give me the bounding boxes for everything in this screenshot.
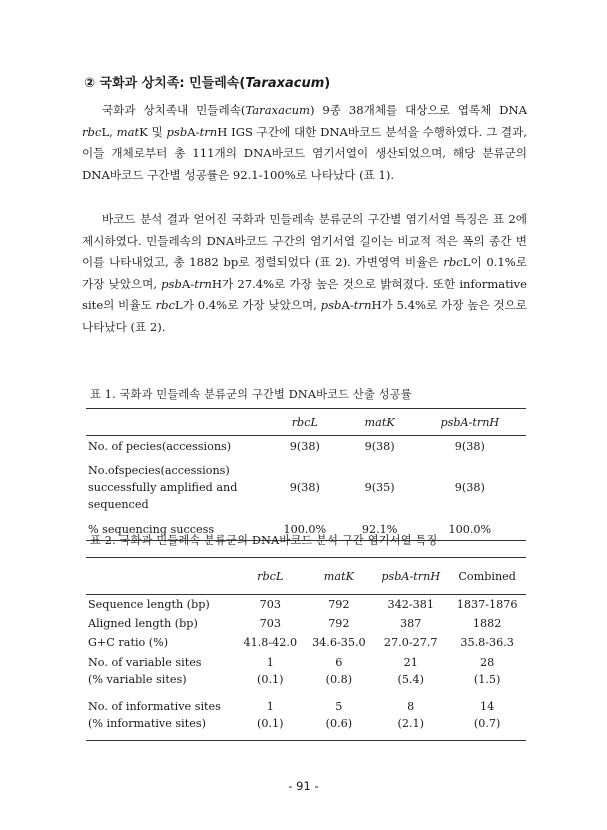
table-row bbox=[86, 633, 526, 652]
paragraph-sequence-features bbox=[82, 209, 527, 338]
italic-text-run: psb bbox=[166, 124, 188, 139]
cell-percent: (5.4) bbox=[397, 673, 424, 686]
cell-count: 8 bbox=[407, 700, 415, 713]
table1-caption: 표 1. 국화과 민들레속 분류군의 구간별 DNA바코드 산출 성공률 bbox=[90, 388, 412, 401]
cell-value: 387 bbox=[400, 617, 422, 630]
cell-count: 28 bbox=[480, 656, 495, 669]
cell-percent: (0.8) bbox=[325, 673, 353, 686]
row-label: No.ofspecies(accessions) successfully amplified and sequenced bbox=[88, 463, 238, 511]
section-heading-suffix: ) bbox=[324, 76, 331, 91]
text-run: L이 0.1%로 가장 낮았으며, bbox=[82, 255, 527, 291]
cell-count: 1 bbox=[266, 700, 274, 713]
cell-count: 14 bbox=[480, 700, 495, 713]
cell-value: 34.6-35.0 bbox=[312, 636, 366, 649]
cell-value: 9(38) bbox=[454, 439, 485, 453]
italic-text-run: trn bbox=[353, 298, 372, 312]
table-row bbox=[86, 690, 526, 741]
cell-value: 342-381 bbox=[387, 598, 434, 611]
cell-count: 6 bbox=[335, 656, 343, 669]
italic-text-run: trn bbox=[194, 276, 212, 291]
table1-header-rbcl: rbcL bbox=[264, 409, 346, 436]
text-run: A- bbox=[187, 124, 200, 139]
cell-value bbox=[373, 652, 448, 690]
table2-header-psba-trnh: psbA-trnH bbox=[373, 558, 448, 595]
cell-percent: (0.6) bbox=[325, 717, 353, 730]
cell-value: 9(35) bbox=[364, 480, 395, 494]
cell-value bbox=[448, 690, 526, 741]
cell-value: 9(38) bbox=[289, 480, 320, 494]
table2-header-blank bbox=[86, 558, 236, 595]
cell-value: 1837-1876 bbox=[456, 598, 518, 611]
page-number: - 91 - bbox=[288, 779, 319, 793]
text-run: H가 5.4%로 가장 높은 것으로 나타났다 (표 2). bbox=[82, 298, 527, 334]
italic-text-run: rbc bbox=[82, 124, 102, 139]
cell-percent: (0.1) bbox=[257, 673, 284, 686]
text-run: H가 27.4%로 가장 높은 것으로 밝혀졌다. 또한 informative site의 비율도 bbox=[82, 276, 527, 312]
table2-sequence-features bbox=[86, 557, 526, 741]
cell-value: 92.1% bbox=[361, 522, 398, 536]
cell-value bbox=[305, 652, 374, 690]
italic-text-run: rbc bbox=[443, 255, 463, 269]
row-label: Aligned length (bp) bbox=[88, 617, 198, 630]
cell-value: 9(38) bbox=[364, 439, 395, 453]
cell-value: 703 bbox=[259, 598, 281, 611]
text-run: A- bbox=[181, 276, 195, 291]
cell-percent: (0.7) bbox=[473, 717, 501, 730]
table-row bbox=[86, 652, 526, 690]
row-label: G+C ratio (%) bbox=[88, 636, 169, 649]
cell-value: 100.0% bbox=[448, 522, 492, 536]
text-run: L가 0.4%로 가장 낮았으며, bbox=[175, 298, 321, 312]
cell-value bbox=[305, 690, 374, 741]
italic-text-run: psb bbox=[161, 276, 182, 291]
row-label-sub: (% informative sites) bbox=[88, 717, 206, 730]
table1-header-blank bbox=[86, 409, 264, 436]
cell-count: 1 bbox=[266, 656, 274, 669]
text-run: 국화과 상치족내 민들레속( bbox=[102, 103, 246, 117]
cell-value bbox=[236, 652, 305, 690]
row-label-sub: (% variable sites) bbox=[88, 673, 187, 686]
cell-value bbox=[448, 652, 526, 690]
table1-header-psba-trnh: psbA-trnH bbox=[414, 409, 526, 436]
table-row bbox=[86, 614, 526, 633]
row-label bbox=[86, 690, 236, 741]
table-row bbox=[86, 595, 526, 615]
text-run: ) 9종 38개체를 대상으로 엽록체 DNA bbox=[310, 103, 527, 117]
text-run: 바코드 분석 결과 얻어진 국화과 민들레속 분류군의 구간별 염기서열 특징은 표 2에 제시하였다. 민들레속의 DNA바코드 구간의 염기서열 길이는 비교적 적은 폭의 종간 변이를 나타내었고, 총 1882 bp로 정렬되었다 (표 2). 가변영역 비율은 bbox=[82, 212, 527, 269]
cell-value bbox=[236, 690, 305, 741]
table1-success-rate bbox=[86, 408, 526, 541]
section-heading bbox=[84, 72, 330, 91]
table-row bbox=[86, 456, 526, 518]
row-label: No. of pecies(accessions) bbox=[88, 439, 232, 453]
table1-header-matk: matK bbox=[346, 409, 414, 436]
italic-text-run: psb bbox=[320, 298, 342, 312]
cell-value: 35.8-36.3 bbox=[460, 636, 514, 649]
row-label-main: No. of variable sites bbox=[88, 656, 202, 669]
section-heading-prefix: ② 국화과 상치족: 민들레속( bbox=[84, 76, 246, 91]
section-heading-genus: Taraxacum bbox=[245, 76, 325, 91]
cell-value bbox=[373, 690, 448, 741]
cell-percent: (1.5) bbox=[473, 673, 501, 686]
cell-value: 1882 bbox=[472, 617, 502, 630]
italic-text-run: rbc bbox=[155, 298, 176, 312]
text-run: A- bbox=[341, 298, 354, 312]
text-run: K 및 bbox=[139, 124, 167, 139]
cell-percent: (2.1) bbox=[397, 717, 424, 730]
cell-value: 703 bbox=[259, 617, 281, 630]
cell-count: 5 bbox=[335, 700, 343, 713]
table-row bbox=[86, 436, 526, 457]
cell-value: 9(38) bbox=[289, 439, 320, 453]
row-label bbox=[86, 652, 236, 690]
italic-text-run: Taraxacum bbox=[245, 103, 311, 117]
cell-value: 27.0-27.7 bbox=[383, 636, 438, 649]
cell-value: 792 bbox=[328, 617, 350, 630]
cell-count: 21 bbox=[403, 656, 418, 669]
table2-caption: 표 2. 국화과 민들레속 분류군의 DNA바코드 분석 구간 염기서열 특징 bbox=[90, 534, 438, 547]
italic-text-run: mat bbox=[116, 124, 140, 139]
cell-percent: (0.1) bbox=[257, 717, 284, 730]
cell-value: 9(38) bbox=[454, 480, 485, 494]
text-run: H IGS 구간에 대한 DNA바코드 분석을 수행하였다. 그 결과, 이들 개체로부터 총 111개의 DNA바코드 염기서열이 생산되었으며, 해당 분류군의 DNA바코드 구간별 성공률은 92.1-100%로 나타났다 (표 1). bbox=[82, 124, 527, 182]
cell-value: 41.8-42.0 bbox=[243, 636, 298, 649]
table2-header-combined: Combined bbox=[448, 558, 526, 595]
table2-header-rbcl: rbcL bbox=[236, 558, 305, 595]
row-label: Sequence length (bp) bbox=[88, 598, 210, 611]
row-label-main: No. of informative sites bbox=[88, 700, 221, 713]
table2-header-matk: matK bbox=[305, 558, 374, 595]
cell-value: 792 bbox=[328, 598, 350, 611]
paragraph-results-summary bbox=[82, 100, 527, 186]
row-label: % sequencing success bbox=[88, 522, 215, 536]
cell-value: 100.0% bbox=[283, 522, 327, 536]
italic-text-run: trn bbox=[199, 124, 218, 139]
text-run: L, bbox=[101, 124, 117, 139]
